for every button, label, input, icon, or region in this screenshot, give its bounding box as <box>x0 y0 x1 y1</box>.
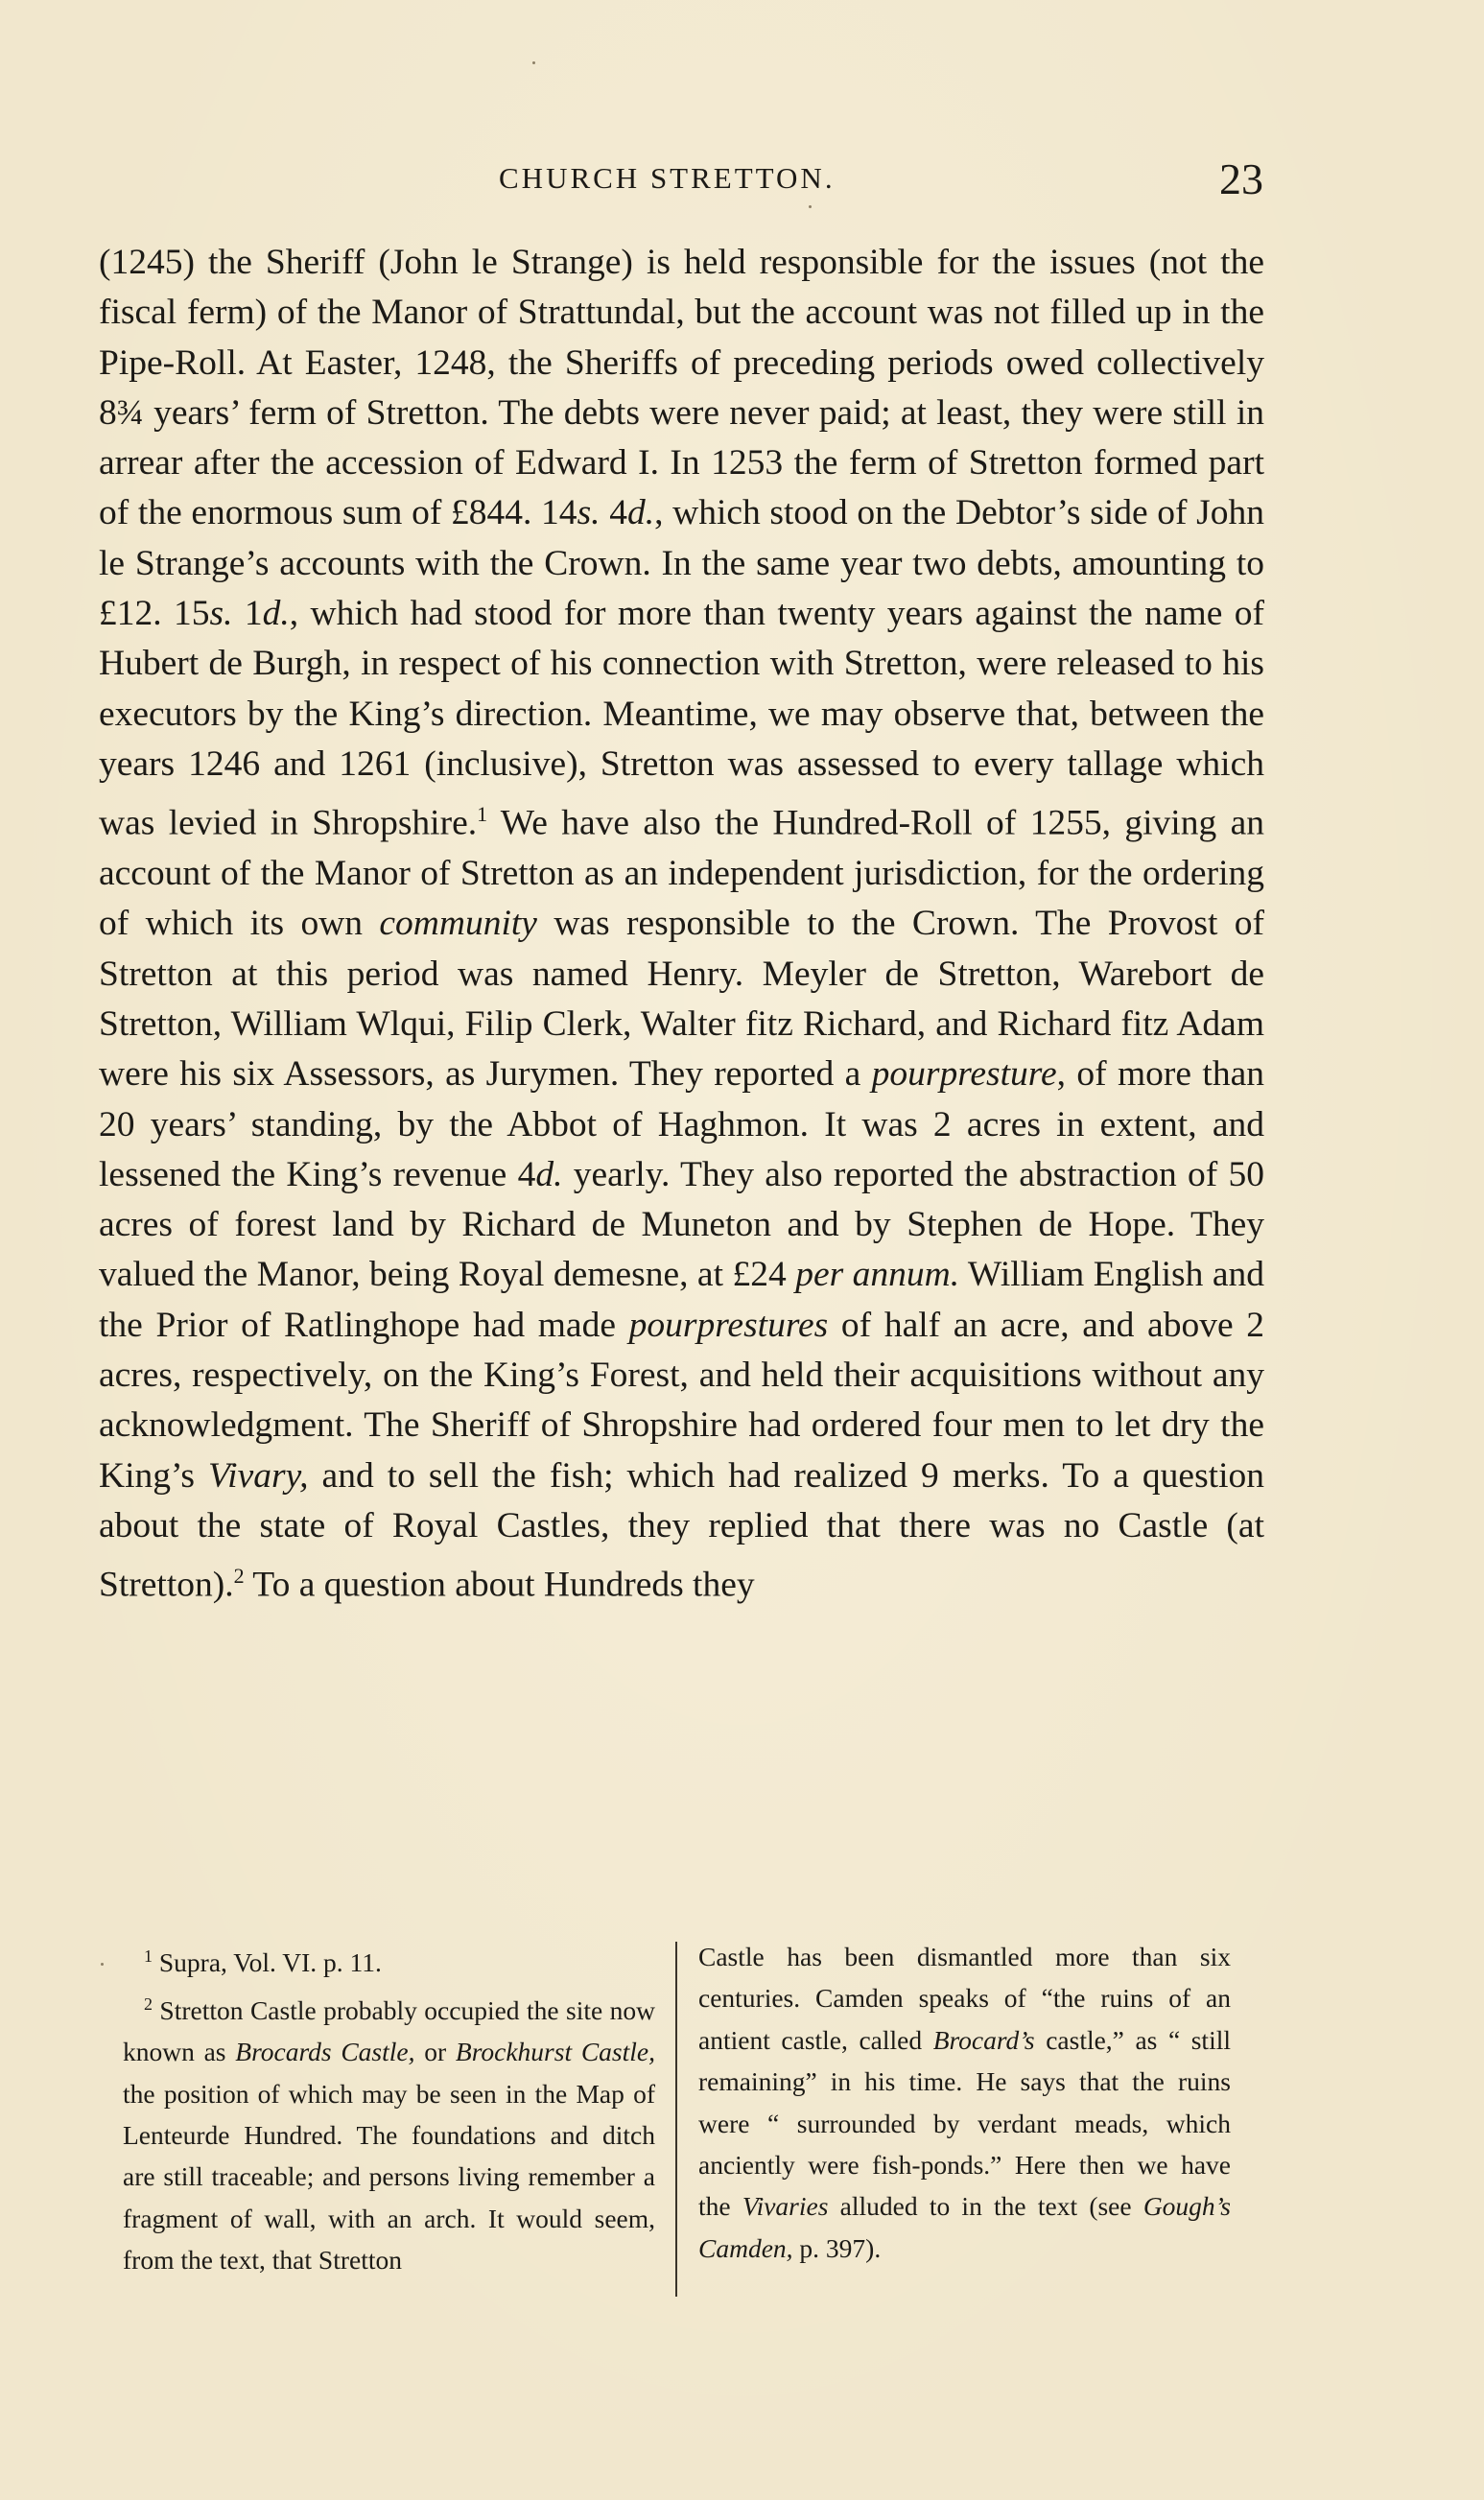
footnote-divider <box>675 1942 677 2297</box>
paper-speck <box>532 61 535 64</box>
page-number: 23 <box>1219 154 1263 203</box>
footnote-column-left <box>123 1936 655 2281</box>
paragraph: (1245) the Sheriff (John le Strange) is held responsible for the issues (not the fiscal ferm) of the Manor of Strattundal, but the account was not filled up in the Pipe-Roll. At Easter, 1248, the Sheriffs of preceding periods owed collectively 8¾ years’ ferm of Stretton. The debts were never paid; at least, they were still in arrear after the accession of Edward I. In 1253 the ferm of Stretton formed part of the enormous sum of £844. 14s. 4d., which stood on the Debtor’s side of John le Strange’s accounts with the Crown. In the same year two debts, amounting to £12. 15s. 1d., which had stood for more than twenty years against the name of Hubert de Burgh, in respect of his connection with Stretton, were released to his executors by the King’s direction. Meantime, we may observe that, between the years 1246 and 1261 (inclusive), Stretton was assessed to every tallage which was levied in Shropshire.$^1$ We have also the Hundred-Roll of 1255, giving an account of the Manor of Stretton as an independent jurisdiction, for the ordering of which its own community was responsible to the Crown. The Provost of Stretton at this period was named Henry. Meyler de Stretton, Warebort de Stretton, William Wlqui, Filip Clerk, Walter fitz Richard, and Richard fitz Adam were his six Assessors, as Jurymen. They reported a pourpresture, of more than 20 years’ standing, by the Abbot of Haghmon. It was 2 acres in extent, and lessened the King’s revenue 4d. yearly. They also reported the abstraction of 50 acres of forest land by Richard de Muneton and by Stephen de Hope. They valued the Manor, being Royal demesne, at £24 per annum. William English and the Prior of Ratlinghope had made pourprestures of half an acre, and above 2 acres, respectively, on the King’s Forest, and held their acquisitions without any acknowledgment. The Sheriff of Shropshire had ordered four men to let dry the King’s Vivary, and to sell the fish; which had realized 9 merks. To a question about the state of Royal Castles, they replied that there was no Castle (at Stretton).$^2$ To a question about Hundreds they <box>99 243 1265 1605</box>
running-title: CHURCH STRETTON. <box>499 161 836 195</box>
running-head <box>0 153 1484 211</box>
footnote-ref: 1 <box>477 802 488 827</box>
body-text <box>99 238 1264 1611</box>
footnote-column-right <box>698 1936 1231 2269</box>
fraction: ¾ <box>116 392 144 433</box>
footnote-1: $^1$ Supra, Vol. VI. p. 11. <box>144 1946 382 1978</box>
footnotes <box>123 1936 1264 2300</box>
footnote-ref: 2 <box>233 1564 245 1589</box>
paper-speck <box>101 1963 104 1966</box>
footnote-2-continued: Castle has been dismantled more than six centuries. Camden speaks of “the ruins of an antient castle, called Brocard’s castle,” as “ still remaining” in his time. He says that the ruins were “ surrounded by verdant meads, which anciently were fish-ponds.” Here then we have the Vivaries alluded to in the text (see Gough’s Camden, p. 397). <box>698 1942 1231 2263</box>
paper-speck <box>809 205 812 208</box>
footnote-2: $^2$ Stretton Castle probably occupied the site now known as Brocards Castle, or Brockhurst Castle, the position of which may be seen in the Map of Lenteurde Hundred. The foundations and ditch are still traceable; and persons living remember a fragment of wall, with an arch. It would seem, from the text, that Stretton <box>123 1993 655 2276</box>
